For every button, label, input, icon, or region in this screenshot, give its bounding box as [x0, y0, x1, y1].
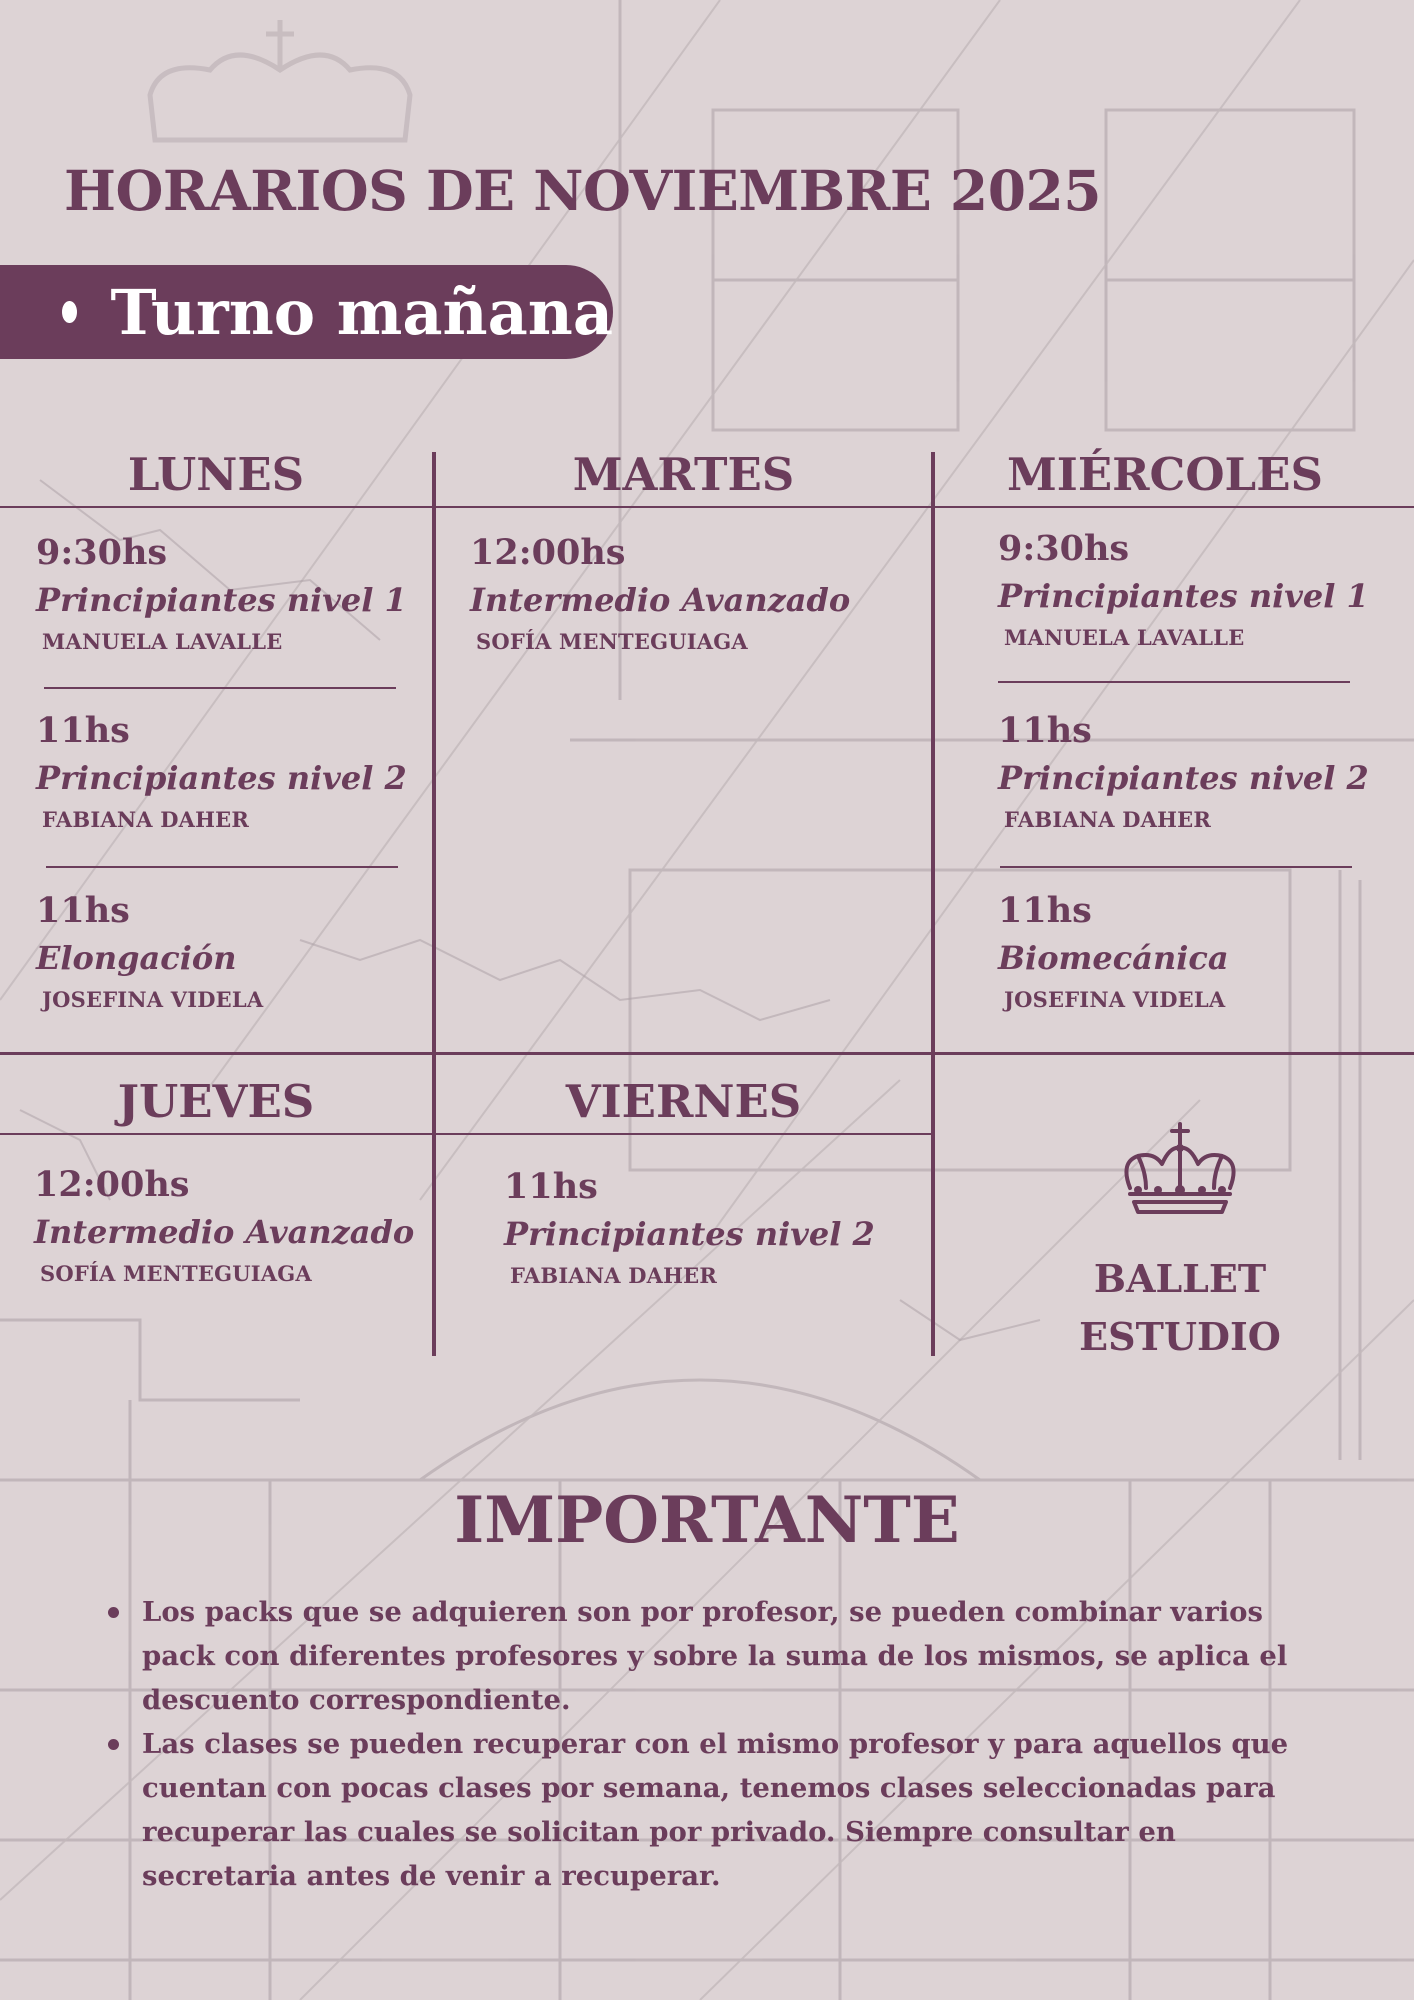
class-teacher: FABIANA DAHER	[1004, 807, 1212, 832]
note-item	[104, 1722, 1334, 1898]
class-name: Principiantes nivel 1	[998, 577, 1369, 615]
class-time: 9:30hs	[998, 528, 1130, 569]
class-teacher: FABIANA DAHER	[510, 1263, 718, 1288]
class-teacher: JOSEFINA VIDELA	[42, 987, 264, 1012]
class-teacher: SOFÍA MENTEGUIAGA	[476, 629, 748, 654]
day-header-jueves: JUEVES	[117, 1075, 315, 1128]
class-name: Intermedio Avanzado	[470, 581, 851, 619]
note-text: Las clases se pueden recuperar con el mismo profesor y para aquellos que cuentan con pocas clases por semana, tenemos clases seleccionadas para recuperar las cuales se solicitan por privado. Siempre consultar en secretaria antes de venir a recuperar.	[142, 1728, 1289, 1892]
day-header-martes: MARTES	[572, 448, 795, 501]
class-time: 12:00hs	[34, 1164, 190, 1205]
bullet-icon	[108, 1739, 119, 1750]
day-header-viernes: VIERNES	[565, 1075, 802, 1128]
class-teacher: MANUELA LAVALLE	[1004, 625, 1245, 650]
bullet-icon	[108, 1607, 119, 1618]
crown-icon	[1116, 1122, 1244, 1222]
class-time: 11hs	[36, 710, 130, 751]
note-text: Los packs que se adquieren son por profesor, se pueden combinar varios pack con diferentes profesores y sobre la suma de los mismos, se aplica el descuento correspondiente.	[142, 1596, 1288, 1716]
class-entry	[36, 710, 407, 832]
important-notes	[104, 1590, 1334, 1898]
class-name: Intermedio Avanzado	[34, 1213, 415, 1251]
class-name: Principiantes nivel 2	[36, 759, 407, 797]
class-entry	[998, 890, 1229, 1012]
class-entry	[504, 1166, 875, 1288]
class-entry	[34, 1164, 414, 1286]
class-name: Principiantes nivel 1	[36, 581, 407, 619]
class-entry	[36, 890, 263, 1012]
important-title: IMPORTANTE	[454, 1483, 960, 1558]
row-divider	[0, 1052, 1414, 1055]
class-teacher: SOFÍA MENTEGUIAGA	[40, 1261, 312, 1286]
brand-line: ESTUDIO	[1079, 1314, 1281, 1359]
class-entry	[470, 532, 850, 654]
entry-separator	[998, 681, 1350, 683]
column-divider	[931, 452, 935, 1356]
class-name: Biomecánica	[998, 939, 1229, 977]
class-teacher: JOSEFINA VIDELA	[1004, 987, 1226, 1012]
bullet-icon	[62, 301, 77, 323]
header-underline	[0, 1133, 933, 1135]
class-time: 12:00hs	[470, 532, 626, 573]
note-item	[104, 1590, 1334, 1722]
brand-line: BALLET	[1093, 1256, 1267, 1301]
entry-separator	[44, 687, 396, 689]
column-divider	[432, 452, 436, 1356]
class-teacher: MANUELA LAVALLE	[42, 629, 283, 654]
shift-banner	[0, 265, 613, 359]
class-name: Elongación	[36, 939, 237, 977]
class-time: 11hs	[36, 890, 130, 931]
shift-label: Turno mañana	[110, 275, 613, 349]
entry-separator	[1000, 866, 1352, 868]
day-header-miercoles: MIÉRCOLES	[1006, 448, 1323, 501]
brand-logo	[1040, 1250, 1320, 1366]
header-underline	[0, 506, 1414, 508]
class-entry	[998, 710, 1369, 832]
class-time: 9:30hs	[36, 532, 168, 573]
entry-separator	[46, 866, 398, 868]
class-entry	[998, 528, 1369, 650]
class-name: Principiantes nivel 2	[998, 759, 1369, 797]
class-entry	[36, 532, 407, 654]
class-time: 11hs	[998, 890, 1092, 931]
class-teacher: FABIANA DAHER	[42, 807, 250, 832]
day-header-lunes: LUNES	[127, 448, 305, 501]
class-time: 11hs	[504, 1166, 598, 1207]
class-time: 11hs	[998, 710, 1092, 751]
class-name: Principiantes nivel 2	[504, 1215, 875, 1253]
page-title: HORARIOS DE NOVIEMBRE 2025	[64, 158, 1101, 223]
